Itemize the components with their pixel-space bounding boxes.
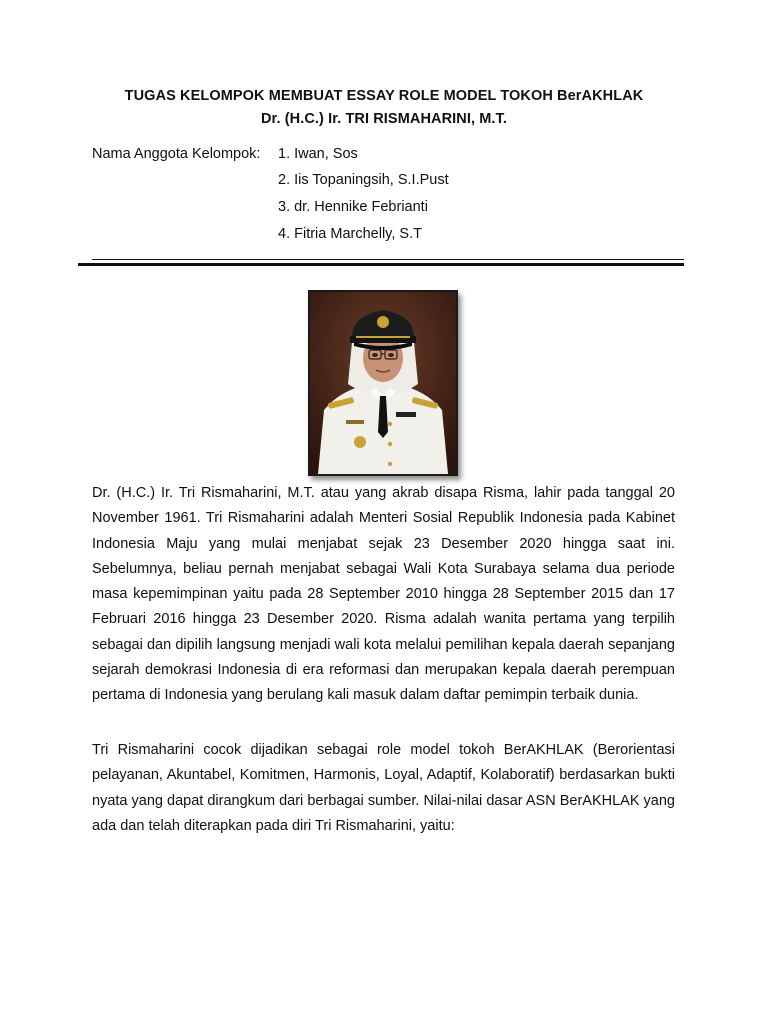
member-item: 4. Fitria Marchelly, S.T bbox=[278, 226, 422, 242]
member-item: 2. Iis Topaningsih, S.I.Pust bbox=[278, 172, 449, 188]
biography-paragraph: Dr. (H.C.) Ir. Tri Rismaharini, M.T. atau yang akrab disapa Risma, lahir pada tanggal 20 November 1961. Tri Rismaharini adalah Menteri Sosial Republik Indonesia pada Kabinet Indonesia Maju yang mulai menjabat sejak 23 Desember 2020 hingga saat ini. Sebelumnya, beliau pernah menjabat sebagai Wali Kota Surabaya selama dua periode masa kepemimpinan yaitu pada 28 September 2010 hingga 28 September 2015 dan 17 Februari 2016 hingga 23 Desember 2020. Risma adalah wanita pertama yang terpilih sebagai dan dipilih langsung menjadi wali kota melalui pemilihan kepala daerah sepanjang sejarah demokrasi Indonesia di era reformasi dan merupakan kepala daerah perempuan pertama di Indonesia yang berulang kali masuk dalam daftar pemimpin terbaik dunia. bbox=[92, 485, 675, 704]
member-list-label: Nama Anggota Kelompok: bbox=[92, 146, 261, 162]
member-item: 1. Iwan, Sos bbox=[278, 146, 358, 162]
portrait-illustration bbox=[310, 292, 456, 474]
document-subtitle: Dr. (H.C.) Ir. TRI RISMAHARINI, M.T. bbox=[260, 111, 508, 127]
document-title: TUGAS KELOMPOK MEMBUAT ESSAY ROLE MODEL TOKOH BerAKHLAK bbox=[124, 88, 644, 104]
portrait-photo bbox=[308, 290, 458, 476]
divider-thick bbox=[78, 263, 684, 266]
role-model-paragraph: Tri Rismaharini cocok dijadikan sebagai role model tokoh BerAKHLAK (Berorientasi pelayanan, Akuntabel, Komitmen, Harmonis, Loyal, Adaptif, Kolaboratif) berdasarkan bukti nyata yang dapat dirangkum dari berbagai sumber. Nilai-nilai dasar ASN BerAKHLAK yang ada dan telah diterapkan pada diri Tri Rismaharini, yaitu: bbox=[92, 742, 675, 834]
divider-thin bbox=[92, 259, 684, 260]
member-item: 3. dr. Hennike Febrianti bbox=[278, 199, 428, 215]
